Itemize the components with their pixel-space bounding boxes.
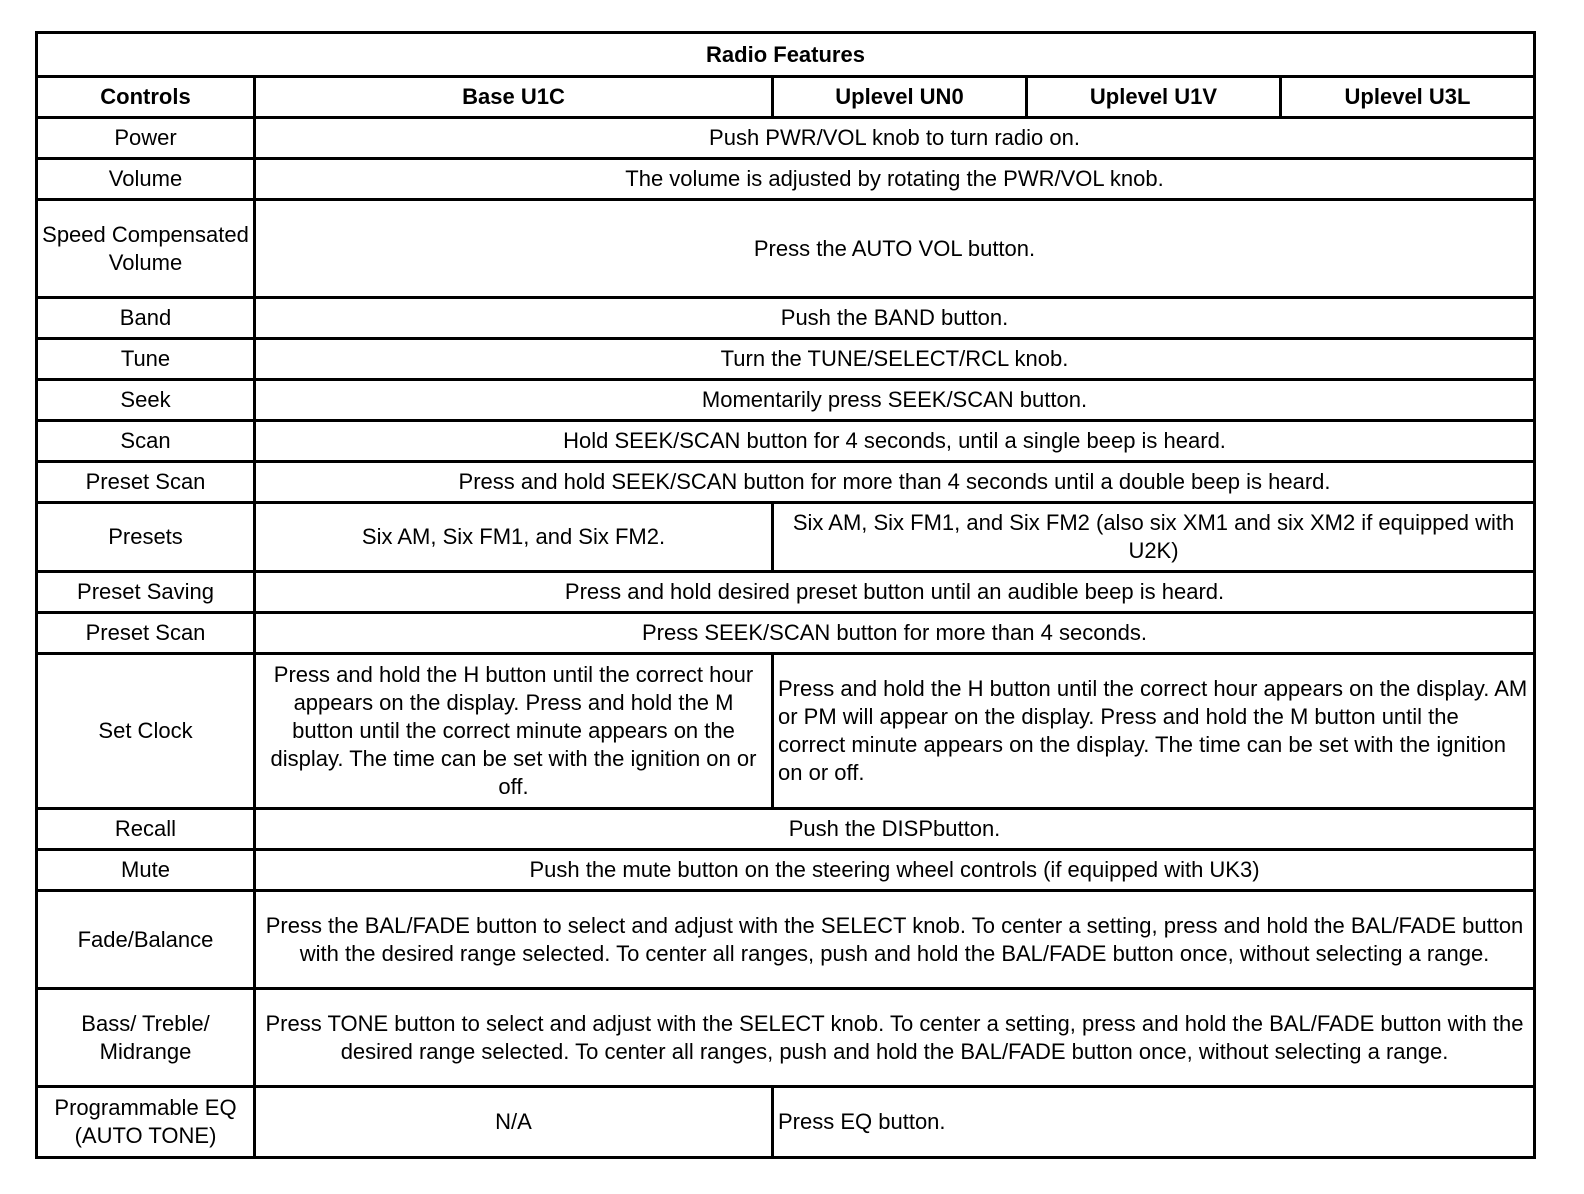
control-label: Mute [37, 850, 255, 891]
feature-description: Press TONE button to select and adjust with the SELECT knob. To center a setting, press and hold the BAL/FADE button with the desired range selected. To center all ranges, push and hold the BAL/FADE button once, without selecting a range. [255, 989, 1535, 1087]
control-label: Set Clock [37, 654, 255, 809]
feature-description: Momentarily press SEEK/SCAN button. [255, 380, 1535, 421]
base-description: N/A [255, 1087, 773, 1158]
control-label: Programmable EQ (AUTO TONE) [37, 1087, 255, 1158]
table-row [37, 503, 1535, 572]
control-label: Seek [37, 380, 255, 421]
table-row [37, 118, 1535, 159]
feature-description: Press and hold desired preset button until an audible beep is heard. [255, 572, 1535, 613]
control-label: Fade/Balance [37, 891, 255, 989]
header-uplevel-u1v: Uplevel U1V [1027, 77, 1281, 118]
feature-description: Push the BAND button. [255, 298, 1535, 339]
uplevel-description: Press and hold the H button until the correct hour appears on the display. AM or PM will appear on the display. Press and hold the M button until the correct minute appears on the display. The time can be set with the ignition on or off. [773, 654, 1535, 809]
control-label: Tune [37, 339, 255, 380]
feature-description: The volume is adjusted by rotating the PWR/VOL knob. [255, 159, 1535, 200]
title-row [37, 33, 1535, 77]
feature-description: Push the DISPbutton. [255, 809, 1535, 850]
control-label: Speed Compensated Volume [37, 200, 255, 298]
control-label: Presets [37, 503, 255, 572]
control-label: Scan [37, 421, 255, 462]
feature-description: Hold SEEK/SCAN button for 4 seconds, until a single beep is heard. [255, 421, 1535, 462]
table-row [37, 989, 1535, 1087]
feature-description: Turn the TUNE/SELECT/RCL knob. [255, 339, 1535, 380]
uplevel-description: Six AM, Six FM1, and Six FM2 (also six XM1 and six XM2 if equipped with U2K) [773, 503, 1535, 572]
table-row [37, 613, 1535, 654]
base-description: Press and hold the H button until the correct hour appears on the display. Press and hold the M button until the correct minute appears on the display. The time can be set with the ignition on or off. [255, 654, 773, 809]
table-title: Radio Features [37, 33, 1535, 77]
table-row [37, 891, 1535, 989]
table-row [37, 159, 1535, 200]
radio-features-table [35, 31, 1536, 1159]
table-row [37, 572, 1535, 613]
table-row [37, 200, 1535, 298]
control-label: Recall [37, 809, 255, 850]
table-row [37, 298, 1535, 339]
table-row [37, 850, 1535, 891]
feature-description: Press the BAL/FADE button to select and adjust with the SELECT knob. To center a setting, press and hold the BAL/FADE button with the desired range selected. To center all ranges, push and hold the BAL/FADE button once, without selecting a range. [255, 891, 1535, 989]
feature-description: Press and hold SEEK/SCAN button for more than 4 seconds until a double beep is heard. [255, 462, 1535, 503]
control-label: Volume [37, 159, 255, 200]
uplevel-description: Press EQ button. [773, 1087, 1535, 1158]
feature-description: Press the AUTO VOL button. [255, 200, 1535, 298]
table-row [37, 809, 1535, 850]
header-controls: Controls [37, 77, 255, 118]
table-row [37, 462, 1535, 503]
base-description: Six AM, Six FM1, and Six FM2. [255, 503, 773, 572]
header-uplevel-u3l: Uplevel U3L [1281, 77, 1535, 118]
feature-description: Push PWR/VOL knob to turn radio on. [255, 118, 1535, 159]
header-row [37, 77, 1535, 118]
control-label: Preset Scan [37, 613, 255, 654]
table-row [37, 339, 1535, 380]
control-label: Preset Saving [37, 572, 255, 613]
table-row [37, 421, 1535, 462]
control-label: Power [37, 118, 255, 159]
control-label: Band [37, 298, 255, 339]
control-label: Bass/ Treble/ Midrange [37, 989, 255, 1087]
header-uplevel-un0: Uplevel UN0 [773, 77, 1027, 118]
control-label: Preset Scan [37, 462, 255, 503]
feature-description: Press SEEK/SCAN button for more than 4 seconds. [255, 613, 1535, 654]
table-row [37, 1087, 1535, 1158]
header-base-u1c: Base U1C [255, 77, 773, 118]
table-row [37, 654, 1535, 809]
feature-description: Push the mute button on the steering wheel controls (if equipped with UK3) [255, 850, 1535, 891]
table-row [37, 380, 1535, 421]
